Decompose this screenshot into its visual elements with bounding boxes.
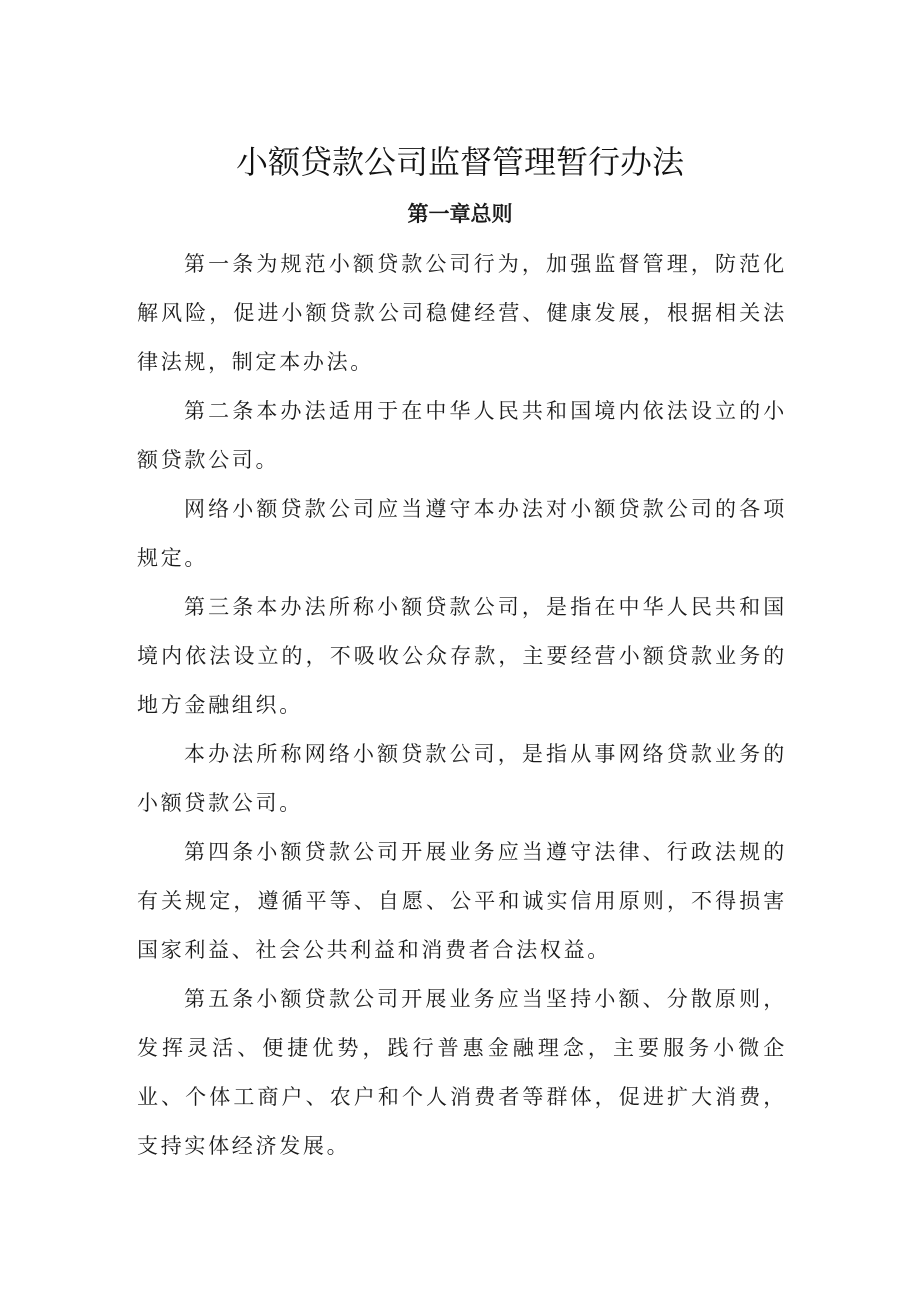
- paragraph-article-2-network: 网络小额贷款公司应当遵守本办法对小额贷款公司的各项规定。: [137, 497, 787, 570]
- document-body: [137, 240, 787, 1171]
- paragraph-article-4: 第四条小额贷款公司开展业务应当遵守法律、行政法规的有关规定，遵循平等、自愿、公平和诚实信用原则，不得损害国家利益、社会公共利益和消费者合法权益。: [137, 840, 787, 962]
- chapter-heading: 第一章总则: [407, 201, 513, 226]
- paragraph-article-2: 第二条本办法适用于在中华人民共和国境内依法设立的小额贷款公司。: [137, 399, 787, 472]
- paragraph-article-1: 第一条为规范小额贷款公司行为，加强监督管理，防范化解风险，促进小额贷款公司稳健经营、健康发展，根据相关法律法规，制定本办法。: [137, 252, 787, 374]
- paragraph-article-5: 第五条小额贷款公司开展业务应当坚持小额、分散原则，发挥灵活、便捷优势，践行普惠金融理念，主要服务小微企业、个体工商户、农户和个人消费者等群体，促进扩大消费，支持实体经济发展。: [137, 987, 787, 1158]
- paragraph-article-3: 第三条本办法所称小额贷款公司，是指在中华人民共和国境内依法设立的，不吸收公众存款，主要经营小额贷款业务的地方金融组织。: [137, 595, 787, 717]
- document-title: 小额贷款公司监督管理暂行办法: [235, 143, 684, 181]
- paragraph-article-3-network: 本办法所称网络小额贷款公司，是指从事网络贷款业务的小额贷款公司。: [137, 742, 787, 815]
